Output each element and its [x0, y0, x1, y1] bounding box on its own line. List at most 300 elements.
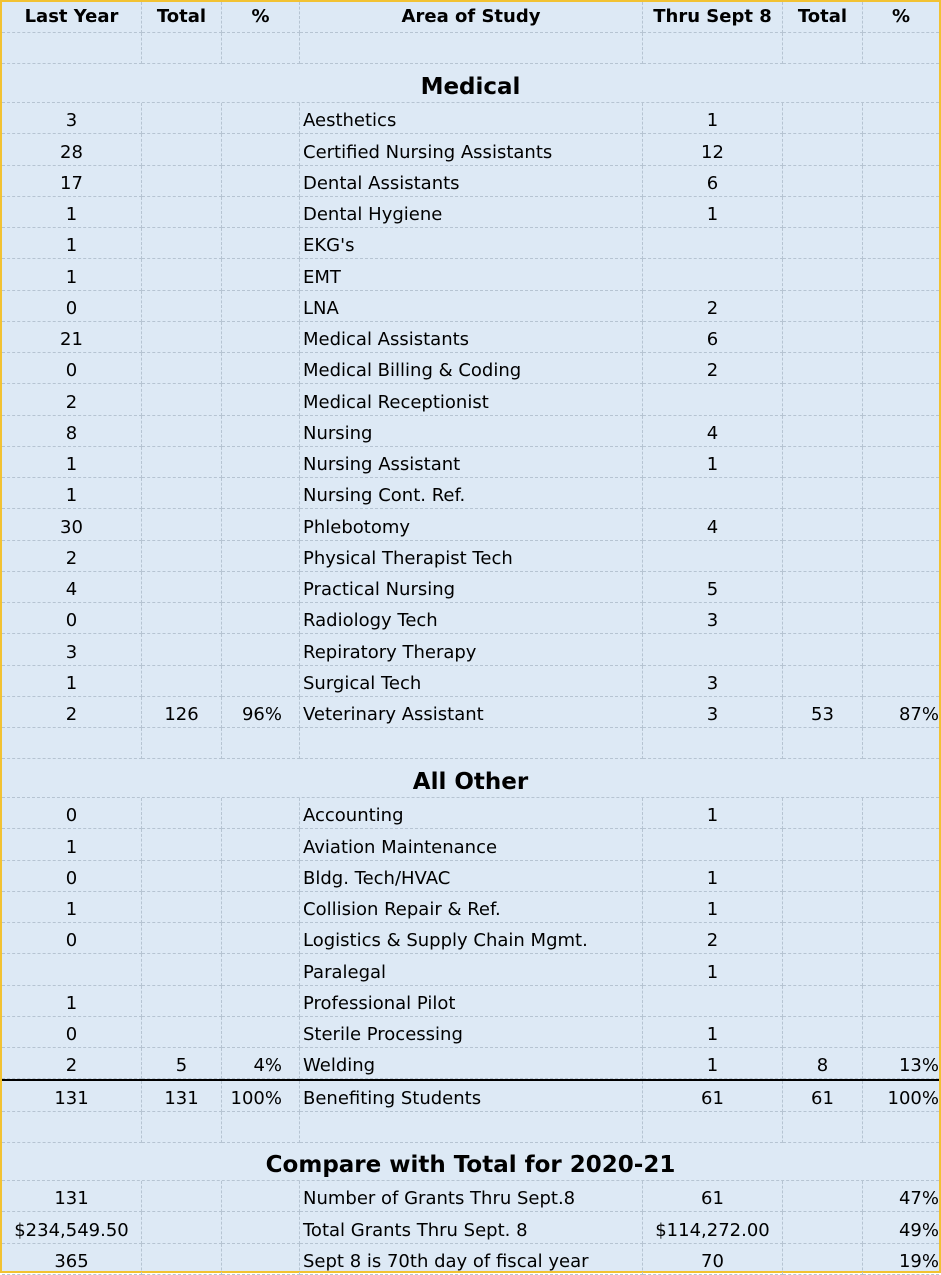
cell-total-right[interactable] — [783, 666, 863, 697]
cell-pct-left[interactable] — [222, 103, 300, 134]
cell-pct-right[interactable]: 13% — [863, 1048, 939, 1079]
cell-area[interactable]: Accounting — [300, 798, 643, 829]
cell-area[interactable]: EKG's — [300, 228, 643, 259]
cell-pct-right[interactable] — [863, 197, 939, 228]
cell-total-right[interactable] — [783, 353, 863, 384]
table-row — [2, 322, 939, 353]
cell-pct-left[interactable] — [222, 541, 300, 572]
cell-total-left[interactable] — [142, 1181, 222, 1212]
cell-pct-left[interactable] — [222, 892, 300, 923]
cell-pct-left[interactable] — [222, 1181, 300, 1212]
cell-pct-right[interactable] — [863, 384, 939, 415]
cell-pct-right[interactable]: 49% — [863, 1212, 939, 1243]
cell-total-left[interactable] — [142, 829, 222, 860]
cell-pct-left[interactable] — [222, 291, 300, 322]
cell-last-year[interactable]: 1 — [2, 986, 142, 1017]
cell-total-left[interactable] — [142, 166, 222, 197]
cell-pct-right[interactable] — [863, 447, 939, 478]
cell-area[interactable]: Radiology Tech — [300, 603, 643, 634]
table-row — [2, 166, 939, 197]
cell-area[interactable]: Dental Hygiene — [300, 197, 643, 228]
cell-area[interactable]: EMT — [300, 259, 643, 290]
cell-thru-sept-8[interactable]: 3 — [643, 603, 783, 634]
cell-pct-left[interactable] — [222, 416, 300, 447]
cell-total-left[interactable] — [142, 541, 222, 572]
benefiting-pct-right[interactable]: 100% — [863, 1081, 939, 1112]
cell-total-right[interactable]: 8 — [783, 1048, 863, 1079]
table-row — [2, 572, 939, 603]
cell-thru-sept-8[interactable]: 6 — [643, 166, 783, 197]
cell-pct-right[interactable] — [863, 478, 939, 509]
cell-area[interactable]: Medical Billing & Coding — [300, 353, 643, 384]
cell-total-left[interactable] — [142, 416, 222, 447]
cell-last-year[interactable]: 0 — [2, 1017, 142, 1048]
cell-total-right[interactable] — [783, 1181, 863, 1212]
cell-total-left[interactable] — [142, 134, 222, 165]
cell-area[interactable]: Paralegal — [300, 954, 643, 985]
cell-last-year[interactable]: 1 — [2, 228, 142, 259]
cell-total-left[interactable] — [142, 798, 222, 829]
benefiting-last-year[interactable]: 131 — [2, 1081, 142, 1112]
table-row — [2, 259, 939, 290]
table-row — [2, 697, 939, 728]
cell-last-year[interactable]: 0 — [2, 603, 142, 634]
cell-last-year[interactable]: 2 — [2, 697, 142, 728]
cell-total-right[interactable] — [783, 1017, 863, 1048]
cell-pct-left[interactable] — [222, 134, 300, 165]
cell-total-left[interactable]: 5 — [142, 1048, 222, 1079]
cell-thru-sept-8[interactable]: 4 — [643, 509, 783, 540]
cell-thru-sept-8[interactable] — [643, 986, 783, 1017]
cell-total-left[interactable] — [142, 892, 222, 923]
cell-area[interactable]: Nursing Assistant — [300, 447, 643, 478]
cell-area[interactable]: Number of Grants Thru Sept.8 — [300, 1181, 643, 1212]
cell-last-year[interactable]: 1 — [2, 666, 142, 697]
header-row — [2, 2, 939, 33]
cell-thru-sept-8[interactable]: 6 — [643, 322, 783, 353]
cell-pct-left[interactable] — [222, 829, 300, 860]
cell-total-right[interactable] — [783, 923, 863, 954]
cell-total-left[interactable] — [142, 353, 222, 384]
benefiting-area[interactable]: Benefiting Students — [300, 1081, 643, 1112]
table-row — [2, 291, 939, 322]
cell-pct-left[interactable] — [222, 197, 300, 228]
cell-total-left[interactable] — [142, 666, 222, 697]
table-row — [2, 603, 939, 634]
cell-pct-right[interactable] — [863, 603, 939, 634]
cell-last-year[interactable]: 0 — [2, 353, 142, 384]
cell-total-right[interactable] — [783, 829, 863, 860]
cell-thru-sept-8[interactable]: 1 — [643, 1048, 783, 1079]
cell[interactable] — [783, 728, 863, 759]
header-pct-left[interactable]: % — [222, 2, 300, 33]
cell-thru-sept-8[interactable] — [643, 541, 783, 572]
section-title-compare[interactable]: Compare with Total for 2020-21 — [2, 1143, 939, 1181]
cell-area[interactable]: Phlebotomy — [300, 509, 643, 540]
cell-thru-sept-8[interactable] — [643, 478, 783, 509]
cell-total-left[interactable] — [142, 259, 222, 290]
cell-total-right[interactable] — [783, 634, 863, 665]
cell-thru-sept-8[interactable] — [643, 384, 783, 415]
cell[interactable] — [863, 1112, 939, 1143]
benefiting-total[interactable]: 131 — [142, 1081, 222, 1112]
cell-last-year[interactable]: 1 — [2, 892, 142, 923]
cell-last-year[interactable]: 0 — [2, 861, 142, 892]
cell-pct-right[interactable] — [863, 166, 939, 197]
table-row — [2, 1017, 939, 1048]
cell[interactable] — [643, 1112, 783, 1143]
cell[interactable] — [300, 728, 643, 759]
cell-area[interactable]: Certified Nursing Assistants — [300, 134, 643, 165]
blank-row — [2, 728, 939, 759]
table-row — [2, 861, 939, 892]
table-row — [2, 954, 939, 985]
cell-area[interactable]: Total Grants Thru Sept. 8 — [300, 1212, 643, 1243]
table-row — [2, 923, 939, 954]
cell-total-left[interactable] — [142, 1212, 222, 1243]
cell-total-right[interactable] — [783, 541, 863, 572]
table-row — [2, 829, 939, 860]
benefiting-row — [2, 1079, 939, 1112]
cell[interactable] — [300, 1112, 643, 1143]
cell-pct-right[interactable] — [863, 923, 939, 954]
section-title-medical[interactable]: Medical — [2, 64, 939, 103]
benefiting-thru[interactable]: 61 — [643, 1081, 783, 1112]
cell[interactable] — [783, 1112, 863, 1143]
cell-area[interactable]: Dental Assistants — [300, 166, 643, 197]
cell-last-year[interactable]: 3 — [2, 103, 142, 134]
cell-area[interactable]: Sterile Processing — [300, 1017, 643, 1048]
cell-pct-left[interactable] — [222, 666, 300, 697]
cell-pct-left[interactable] — [222, 1212, 300, 1243]
section-all-other — [2, 759, 939, 798]
table-row — [2, 384, 939, 415]
table-row — [2, 416, 939, 447]
cell[interactable] — [222, 1112, 300, 1143]
cell-total-left[interactable] — [142, 103, 222, 134]
cell-last-year[interactable]: 0 — [2, 291, 142, 322]
cell-thru-sept-8[interactable]: 61 — [643, 1181, 783, 1212]
cell-total-right[interactable] — [783, 103, 863, 134]
cell[interactable] — [2, 1112, 142, 1143]
cell-area[interactable]: Logistics & Supply Chain Mgmt. — [300, 923, 643, 954]
cell-area[interactable]: Bldg. Tech/HVAC — [300, 861, 643, 892]
cell-pct-right[interactable] — [863, 666, 939, 697]
benefiting-pct[interactable]: 100% — [222, 1081, 300, 1112]
cell[interactable] — [142, 33, 222, 64]
cell-total-left[interactable] — [142, 322, 222, 353]
table-row — [2, 228, 939, 259]
cell-last-year[interactable]: 28 — [2, 134, 142, 165]
cell-pct-left[interactable] — [222, 384, 300, 415]
cell-thru-sept-8[interactable]: 2 — [643, 291, 783, 322]
cell-pct-left[interactable] — [222, 447, 300, 478]
cell-pct-left[interactable] — [222, 861, 300, 892]
cell-total-right[interactable] — [783, 447, 863, 478]
cell-area[interactable]: Aviation Maintenance — [300, 829, 643, 860]
cell-area[interactable]: Nursing — [300, 416, 643, 447]
cell-area[interactable]: Collision Repair & Ref. — [300, 892, 643, 923]
section-medical — [2, 64, 939, 103]
cell-thru-sept-8[interactable]: 70 — [643, 1244, 783, 1275]
cell-total-left[interactable] — [142, 384, 222, 415]
cell-total-left[interactable] — [142, 861, 222, 892]
cell-thru-sept-8[interactable] — [643, 259, 783, 290]
cell-thru-sept-8[interactable]: 2 — [643, 353, 783, 384]
table-row — [2, 197, 939, 228]
cell[interactable] — [142, 1112, 222, 1143]
cell-total-right[interactable] — [783, 228, 863, 259]
cell-total-right[interactable] — [783, 509, 863, 540]
cell-pct-left[interactable] — [222, 353, 300, 384]
table-row — [2, 353, 939, 384]
cell-pct-right[interactable] — [863, 986, 939, 1017]
cell-thru-sept-8[interactable]: 2 — [643, 923, 783, 954]
cell-thru-sept-8[interactable] — [643, 829, 783, 860]
cell-last-year[interactable]: 365 — [2, 1244, 142, 1275]
cell-thru-sept-8[interactable]: 5 — [643, 572, 783, 603]
cell-pct-left[interactable] — [222, 923, 300, 954]
table-row — [2, 892, 939, 923]
cell-total-left[interactable] — [142, 603, 222, 634]
cell-pct-right[interactable] — [863, 861, 939, 892]
cell-pct-left[interactable] — [222, 322, 300, 353]
cell-pct-right[interactable] — [863, 103, 939, 134]
cell-pct-left[interactable]: 4% — [222, 1048, 300, 1079]
table-row — [2, 541, 939, 572]
cell-last-year[interactable]: 1 — [2, 447, 142, 478]
cell-last-year[interactable]: 3 — [2, 634, 142, 665]
cell-pct-left[interactable] — [222, 478, 300, 509]
cell-total-right[interactable] — [783, 197, 863, 228]
cell-area[interactable]: Nursing Cont. Ref. — [300, 478, 643, 509]
cell-last-year[interactable]: $234,549.50 — [2, 1212, 142, 1243]
table-row — [2, 134, 939, 165]
cell-pct-right[interactable] — [863, 322, 939, 353]
cell-area[interactable]: LNA — [300, 291, 643, 322]
cell-area[interactable]: Aesthetics — [300, 103, 643, 134]
table-row — [2, 1181, 939, 1212]
table-row — [2, 666, 939, 697]
cell-pct-left[interactable] — [222, 954, 300, 985]
cell-pct-left[interactable] — [222, 572, 300, 603]
cell-pct-right[interactable] — [863, 134, 939, 165]
cell-thru-sept-8[interactable]: $114,272.00 — [643, 1212, 783, 1243]
cell-area[interactable]: Repiratory Therapy — [300, 634, 643, 665]
cell-total-right[interactable] — [783, 322, 863, 353]
header-area-of-study[interactable]: Area of Study — [300, 2, 643, 33]
cell-last-year[interactable]: 8 — [2, 416, 142, 447]
cell-total-right[interactable] — [783, 416, 863, 447]
cell-pct-right[interactable] — [863, 259, 939, 290]
cell-area[interactable]: Sept 8 is 70th day of fiscal year — [300, 1244, 643, 1275]
cell-total-left[interactable] — [142, 291, 222, 322]
cell-total-left[interactable] — [142, 1017, 222, 1048]
cell[interactable] — [863, 33, 939, 64]
cell-total-right[interactable] — [783, 986, 863, 1017]
header-total-left[interactable]: Total — [142, 2, 222, 33]
cell-total-left[interactable] — [142, 923, 222, 954]
cell-pct-left[interactable] — [222, 798, 300, 829]
header-pct-right[interactable]: % — [863, 2, 939, 33]
cell-last-year[interactable]: 0 — [2, 923, 142, 954]
cell-thru-sept-8[interactable]: 12 — [643, 134, 783, 165]
cell-thru-sept-8[interactable]: 1 — [643, 861, 783, 892]
cell-last-year[interactable]: 2 — [2, 384, 142, 415]
cell-pct-right[interactable] — [863, 634, 939, 665]
cell-total-right[interactable]: 53 — [783, 697, 863, 728]
cell-pct-right[interactable]: 87% — [863, 697, 939, 728]
cell-total-right[interactable] — [783, 384, 863, 415]
cell-pct-left[interactable] — [222, 259, 300, 290]
cell[interactable] — [2, 728, 142, 759]
cell-pct-right[interactable] — [863, 798, 939, 829]
cell-pct-right[interactable] — [863, 416, 939, 447]
cell-last-year[interactable] — [2, 954, 142, 985]
cell-last-year[interactable]: 4 — [2, 572, 142, 603]
cell-last-year[interactable]: 1 — [2, 197, 142, 228]
cell-thru-sept-8[interactable]: 1 — [643, 103, 783, 134]
cell-pct-left[interactable] — [222, 228, 300, 259]
cell-thru-sept-8[interactable]: 1 — [643, 954, 783, 985]
cell[interactable] — [142, 728, 222, 759]
table-row — [2, 1212, 939, 1243]
cell-pct-right[interactable]: 19% — [863, 1244, 939, 1275]
cell[interactable] — [300, 33, 643, 64]
cell-pct-left[interactable] — [222, 1017, 300, 1048]
cell-thru-sept-8[interactable]: 1 — [643, 892, 783, 923]
cell-area[interactable]: Veterinary Assistant — [300, 697, 643, 728]
cell-total-right[interactable] — [783, 798, 863, 829]
cell[interactable] — [643, 728, 783, 759]
cell-thru-sept-8[interactable] — [643, 634, 783, 665]
cell-thru-sept-8[interactable]: 3 — [643, 666, 783, 697]
cell-area[interactable]: Physical Therapist Tech — [300, 541, 643, 572]
cell-last-year[interactable]: 21 — [2, 322, 142, 353]
cell-total-right[interactable] — [783, 954, 863, 985]
table-row — [2, 509, 939, 540]
cell-thru-sept-8[interactable]: 3 — [643, 697, 783, 728]
cell-area[interactable]: Professional Pilot — [300, 986, 643, 1017]
cell-area[interactable]: Surgical Tech — [300, 666, 643, 697]
cell-last-year[interactable]: 30 — [2, 509, 142, 540]
cell-total-left[interactable]: 126 — [142, 697, 222, 728]
cell-pct-left[interactable] — [222, 603, 300, 634]
header-total-right[interactable]: Total — [783, 2, 863, 33]
cell-total-right[interactable] — [783, 892, 863, 923]
cell[interactable] — [863, 728, 939, 759]
cell-pct-left[interactable] — [222, 986, 300, 1017]
cell-thru-sept-8[interactable]: 1 — [643, 197, 783, 228]
cell-total-right[interactable] — [783, 1212, 863, 1243]
cell-pct-right[interactable] — [863, 572, 939, 603]
cell-pct-left[interactable] — [222, 166, 300, 197]
cell-area[interactable]: Medical Assistants — [300, 322, 643, 353]
cell[interactable] — [2, 33, 142, 64]
cell-last-year[interactable]: 2 — [2, 1048, 142, 1079]
cell-total-left[interactable] — [142, 986, 222, 1017]
benefiting-total-right[interactable]: 61 — [783, 1081, 863, 1112]
cell-total-left[interactable] — [142, 954, 222, 985]
table-row — [2, 478, 939, 509]
cell-last-year[interactable]: 1 — [2, 478, 142, 509]
cell-total-left[interactable] — [142, 1244, 222, 1275]
cell-thru-sept-8[interactable] — [643, 228, 783, 259]
cell[interactable] — [783, 33, 863, 64]
cell-total-left[interactable] — [142, 447, 222, 478]
cell-pct-right[interactable] — [863, 1017, 939, 1048]
table-row — [2, 1244, 939, 1275]
cell-last-year[interactable]: 1 — [2, 259, 142, 290]
cell-total-left[interactable] — [142, 509, 222, 540]
cell-area[interactable]: Practical Nursing — [300, 572, 643, 603]
section-title-all-other[interactable]: All Other — [2, 759, 939, 798]
cell-total-left[interactable] — [142, 228, 222, 259]
cell[interactable] — [222, 728, 300, 759]
table-row — [2, 634, 939, 665]
cell-total-left[interactable] — [142, 572, 222, 603]
cell-pct-left[interactable] — [222, 634, 300, 665]
cell-thru-sept-8[interactable]: 1 — [643, 447, 783, 478]
cell-thru-sept-8[interactable]: 4 — [643, 416, 783, 447]
cell-pct-left[interactable] — [222, 1244, 300, 1275]
cell-total-left[interactable] — [142, 478, 222, 509]
cell-total-right[interactable] — [783, 478, 863, 509]
cell-pct-right[interactable] — [863, 509, 939, 540]
table-row — [2, 103, 939, 134]
cell-pct-right[interactable]: 47% — [863, 1181, 939, 1212]
section-compare — [2, 1143, 939, 1181]
cell[interactable] — [222, 33, 300, 64]
cell-pct-right[interactable] — [863, 228, 939, 259]
cell-last-year[interactable]: 2 — [2, 541, 142, 572]
cell-pct-right[interactable] — [863, 829, 939, 860]
cell-last-year[interactable]: 0 — [2, 798, 142, 829]
cell-total-right[interactable] — [783, 603, 863, 634]
cell-total-left[interactable] — [142, 197, 222, 228]
cell-area[interactable]: Welding — [300, 1048, 643, 1079]
cell-area[interactable]: Medical Receptionist — [300, 384, 643, 415]
cell-total-right[interactable] — [783, 572, 863, 603]
cell-total-right[interactable] — [783, 134, 863, 165]
blank-row — [2, 1112, 939, 1143]
cell-last-year[interactable]: 17 — [2, 166, 142, 197]
cell-pct-right[interactable] — [863, 353, 939, 384]
table-row — [2, 798, 939, 829]
cell-thru-sept-8[interactable]: 1 — [643, 798, 783, 829]
header-thru-sept-8[interactable]: Thru Sept 8 — [643, 2, 783, 33]
cell-pct-left[interactable] — [222, 509, 300, 540]
cell-pct-left[interactable]: 96% — [222, 697, 300, 728]
cell-last-year[interactable]: 131 — [2, 1181, 142, 1212]
cell-total-left[interactable] — [142, 634, 222, 665]
cell-total-right[interactable] — [783, 861, 863, 892]
cell-total-right[interactable] — [783, 1244, 863, 1275]
cell-pct-right[interactable] — [863, 954, 939, 985]
cell-total-right[interactable] — [783, 166, 863, 197]
blank-row — [2, 33, 939, 64]
cell-total-right[interactable] — [783, 291, 863, 322]
header-last-year[interactable]: Last Year — [2, 2, 142, 33]
cell-last-year[interactable]: 1 — [2, 829, 142, 860]
cell-pct-right[interactable] — [863, 541, 939, 572]
cell-thru-sept-8[interactable]: 1 — [643, 1017, 783, 1048]
cell-pct-right[interactable] — [863, 892, 939, 923]
cell[interactable] — [643, 33, 783, 64]
cell-pct-right[interactable] — [863, 291, 939, 322]
table-row — [2, 986, 939, 1017]
cell-total-right[interactable] — [783, 259, 863, 290]
